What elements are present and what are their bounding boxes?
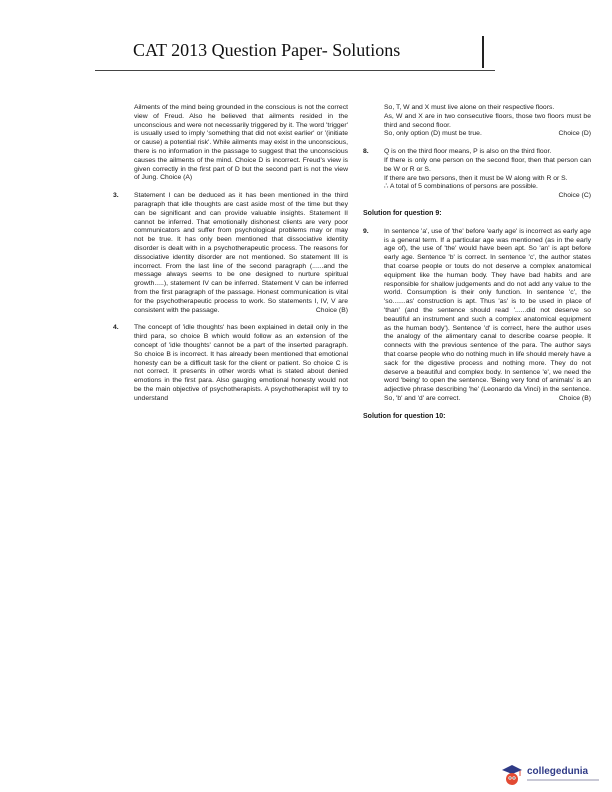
header-divider-vertical	[482, 36, 484, 68]
continuation-last-text: So, only option (D) must be true.	[384, 130, 482, 138]
left-continuation	[113, 104, 348, 183]
item-text: The concept of 'idle thoughts' has been explained in detail only in the third para, so choice B which would follow as an extension of the concept of 'idle thoughts' cannot be a part of the inserted paragraph. So choice B is incorrect. It has already been mentioned that emotional honesty can be a difficult task for the client or patient. So choice C is not correct. It presents in other words what is stated about denied emotions in the first para. Also gauging emotional honesty would not be the main objective of psychotherapists. A psychotherapist will try to understand	[134, 324, 348, 402]
item-number: 3.	[113, 192, 119, 200]
solution-item-4	[113, 324, 348, 403]
footer-logo	[500, 763, 605, 789]
item-line: If there is only one person on the second floor, then that person can be W or R or S.	[384, 156, 591, 173]
owl-pupil-right	[513, 777, 514, 778]
left-column	[113, 104, 348, 413]
left-continuation-text: Ailments of the mind being grounded in the conscious is not the correct view of Freud. Also he believed that ailments resided in the unconscious and were not necessarily triggered by it. The word 'trigger' is usually used to imply 'something that did not exist earlier' or '(initiate or cause) a potential risk'. While ailments may exist in the unconscious, there is no information in the passage to suggest that the unconscious causes the ailments of the mind. Choice D is incorrect. Freud's view is given correctly in the first part of D but the second part is not the view of Jung.	[134, 104, 348, 182]
item-line: If there are two persons, then it must be W along with R or S.	[384, 174, 568, 182]
solution-item-8	[363, 148, 591, 201]
item-text: Statement I can be deduced as it has been mentioned in the third paragraph that idle thoughts are cast aside most of the time but they can be significant and can provide valuable insights. Statement II cannot be inferred. That emotionally dishonest clients are very poor communicators and suffer from psychological problems may or may not be true. It has only been mentioned that dissociative identity disorder is dealt with in a psychotherapeutic process. The reasons for dissociative identity disorder are not mentioned. So statement III is incorrect. From the last line of the second paragraph (......and the message always seems to be one designed to nurture spiritual growth.....), statement IV can be inferred. Statement V can be inferred from the first paragraph of the passage. Honest communication is vital for the psychotherapeutic process to work. So statements I, IV, V are consistent with the passage.	[134, 192, 348, 314]
right-continuation	[363, 104, 591, 139]
continuation-choice: Choice (D)	[558, 130, 591, 138]
solution-heading-10: Solution for question 10:	[363, 412, 446, 420]
item-choice: Choice (C)	[558, 192, 591, 200]
item-choice: Choice (B)	[315, 306, 348, 314]
item-choice-row	[384, 192, 591, 201]
item-number: 9.	[363, 227, 369, 235]
right-column	[363, 104, 591, 431]
item-line: ∴ A total of 5 combinations of persons are possible.	[384, 183, 538, 191]
logo-text: collegedunia	[527, 766, 589, 777]
logo-tagline-bar	[527, 779, 599, 781]
owl-pupil-left	[509, 777, 510, 778]
continuation-line: So, T, W and X must live alone on their respective floors.	[384, 104, 555, 111]
item-number: 8.	[363, 148, 369, 156]
continuation-line: As, W and X are in two consecutive floors, those two floors must be third and second floor.	[384, 112, 591, 129]
solution-item-9	[363, 228, 591, 404]
page-header	[95, 26, 495, 72]
owl-body	[506, 773, 518, 785]
solution-item-3	[113, 192, 348, 315]
cap-board	[502, 765, 522, 774]
continuation-last-line	[384, 130, 591, 139]
graduate-cap-owl-icon	[500, 763, 524, 787]
item-number: 4.	[113, 324, 119, 332]
item-choice: Choice (B)	[558, 394, 591, 402]
left-continuation-choice: Choice (A)	[160, 174, 193, 182]
item-line: Q is on the third floor means, P is also on the third floor.	[384, 148, 552, 156]
solution-heading-9: Solution for question 9:	[363, 209, 442, 217]
header-divider-horizontal	[95, 70, 495, 71]
item-text: In sentence 'a', use of 'the' before 'early age' is incorrect as early age is a general term. If a particular age was mentioned (as in the early age of), the use of 'the' would have been apt. So 'an' is apt before early age. Sentence 'b' is correct. In sentence 'c', the author states that coarse people or touts do not deserve a complex anatomical equipment like the human body. They have bad habits and are responsible for shallow judgements and do not add any value to the world. Consumption is their only function. In sentence 'c', the 'so.......as' construction is apt. Thus 'as' is to be used in place of 'than' (and the sentence should read '......did not deserve so beautiful an instrument and such a complex anatomical equipment as the human body'). Sentence 'd' is correct, here the author uses the analogy of the alimentary canal to describe coarse people. It connects with the previous sentence of the para. The author says that coarse people who do nothing much in life should merely have a sack for the digestive process and nothing more. They do not deserve a beautiful and complex body. In sentence 'e', we need the word 'being' to open the sentence. 'Being very fond of animals' is an adjective phrase describing 'he' (Leonardo da Vinci) in the sentence. So, 'b' and 'd' are correct.	[384, 227, 591, 402]
page-title: CAT 2013 Question Paper- Solutions	[133, 40, 401, 60]
